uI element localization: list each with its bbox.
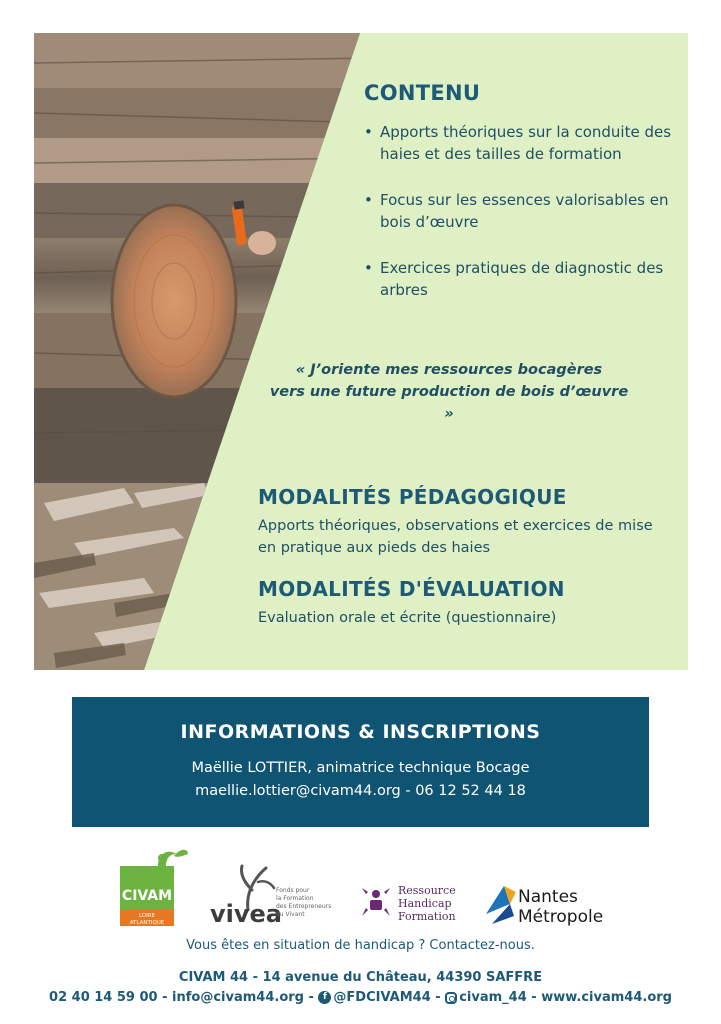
modalites-pedagogique-text: Apports théoriques, observations et exercices de mise en pratique aux pieds des haies	[258, 518, 653, 556]
civam-logo-sub2: ATLANTIQUE	[129, 920, 165, 926]
svg-text:du Vivant: du Vivant	[276, 911, 305, 918]
list-item: • Focus sur les essences valorisables en bois d’œuvre	[364, 189, 674, 233]
info-title: INFORMATIONS & INSCRIPTIONS	[180, 721, 541, 743]
quote-line-2: vers une future production de bois d’œuvre »	[269, 384, 629, 422]
facebook-icon: f	[318, 991, 331, 1004]
svg-text:Handicap: Handicap	[398, 897, 452, 910]
footer-address: CIVAM 44 - 14 avenue du Château, 44390 SAFFRE	[178, 970, 543, 985]
svg-text:Nantes: Nantes	[518, 887, 578, 907]
modalites-evaluation-text: Evaluation orale et écrite (questionnaire)	[258, 610, 557, 626]
civam-logo-sub1: LOIRE	[138, 913, 156, 919]
svg-text:Fonds pour: Fonds pour	[276, 887, 310, 894]
handicap-notice: Vous êtes en situation de handicap ? Contactez-nous.	[186, 938, 535, 953]
svg-text:des Entrepreneurs: des Entrepreneurs	[276, 903, 332, 910]
contact-details[interactable]: maellie.lottier@civam44.org - 06 12 52 44 18	[195, 783, 526, 799]
quote	[264, 359, 634, 425]
modalites-evaluation-title: MODALITÉS D'ÉVALUATION	[258, 577, 565, 601]
footer-facebook[interactable]: @FDCIVAM44 -	[333, 990, 441, 1005]
footer-contact	[0, 990, 721, 1005]
civam-logo	[118, 844, 190, 928]
footer-phone-email[interactable]: 02 40 14 59 00 - info@civam44.org -	[49, 990, 314, 1005]
instagram-icon	[445, 992, 457, 1004]
modalites-pedagogique-title: MODALITÉS PÉDAGOGIQUE	[258, 485, 567, 509]
civam-logo-text: CIVAM	[121, 888, 173, 904]
vivea-logo-text: vivea	[210, 900, 282, 926]
svg-text:Ressource: Ressource	[398, 884, 456, 897]
svg-text:la Formation: la Formation	[276, 895, 314, 902]
quote-line-1: « J’oriente mes ressources bocagères	[295, 362, 603, 378]
svg-text:Formation: Formation	[398, 910, 456, 923]
info-box	[72, 697, 649, 827]
list-item: • Apports théoriques sur la conduite des haies et des tailles de formation	[364, 121, 674, 165]
svg-text:Métropole: Métropole	[518, 907, 604, 927]
list-item: • Exercices pratiques de diagnostic des arbres	[364, 257, 674, 301]
contenu-title: CONTENU	[364, 81, 481, 105]
footer-instagram-web[interactable]: civam_44 - www.civam44.org	[459, 990, 672, 1005]
content-area	[34, 33, 688, 670]
vivea-logo	[208, 860, 338, 926]
rhf-logo	[360, 882, 460, 924]
partner-logos	[0, 840, 721, 930]
contenu-list	[364, 121, 674, 325]
nantes-metropole-logo	[484, 884, 608, 928]
content-panel	[34, 33, 688, 670]
contact-name: Maëllie LOTTIER, animatrice technique Bocage	[191, 760, 530, 776]
